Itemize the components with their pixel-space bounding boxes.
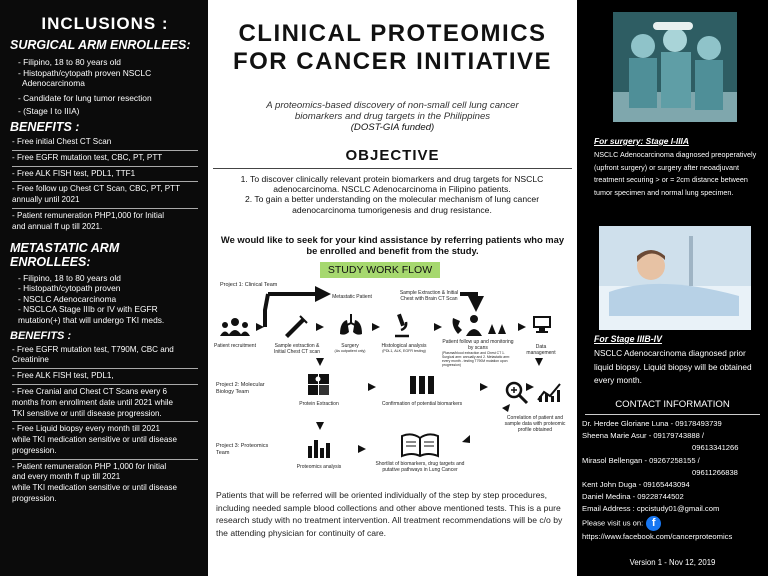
stage4-heading: For Stage IIIB-IV bbox=[594, 334, 662, 344]
contact-item: Kent John Duga - 09165443094 bbox=[582, 480, 690, 490]
contact-title: CONTACT INFORMATION bbox=[615, 399, 730, 410]
data-management-label: Data management bbox=[526, 344, 556, 356]
orientation-note: Patients that will be referred will be oriented individually of the step by step procedures, including needed sample blood collections and other above mentioned tests. This is a pure research study with no treatment intervention. All treatment recommendations will be c/o by the attending physician for continuity of care. bbox=[216, 490, 563, 538]
surgical-benefits-title: BENEFITS : bbox=[10, 119, 80, 134]
patient-bed-icon bbox=[599, 226, 751, 330]
surgical-arm-title: SURGICAL ARM ENROLLEES: bbox=[10, 38, 191, 52]
benefit-item: - Patient remuneration PHP1,000 for Initial bbox=[12, 210, 165, 220]
version-label: Version 1 - Nov 12, 2019 bbox=[629, 558, 716, 567]
objective-item: 2. To gain a better understanding on the molecular mechanism of lung cancer adenocarcinoma tumorigenesis and drug resistance. bbox=[244, 194, 540, 215]
surgical-item: - Histopath/cytopath proven NSCLC bbox=[18, 67, 152, 78]
benefit-item: - Free ALK FISH test, PDL1, bbox=[12, 371, 114, 381]
metastatic-item: - Filipino, 18 to 80 years old bbox=[18, 272, 121, 283]
benefit-item: - Free EGFR mutation test, T790M, CBC and bbox=[12, 344, 174, 354]
follow-up-title: Patient follow up and monitoring by scans bbox=[442, 339, 514, 351]
syringe-icon bbox=[282, 314, 308, 338]
protein-extraction-label: Protein Extraction bbox=[299, 401, 339, 407]
metastatic-patient-label: Metastatic Patient bbox=[332, 294, 372, 300]
benefit-item: - Patient remuneration PHP 1,000 for Initial bbox=[12, 461, 167, 471]
contact-item: 09611266838 bbox=[692, 467, 738, 477]
metastatic-arm-title: METASTATIC ARM ENROLLEES: bbox=[10, 240, 120, 269]
metastatic-item: - Histopath/cytopath proven bbox=[18, 283, 121, 294]
metastatic-item: - NSCLCA Stage IIIb or IV with EGFR bbox=[18, 304, 158, 315]
inclusions-title: INCLUSIONS : bbox=[41, 14, 169, 33]
proteomics-analysis-label: Proteomics analysis bbox=[296, 464, 342, 470]
benefit-item: progression. bbox=[12, 494, 57, 504]
title-line: CLINICAL PROTEOMICS bbox=[238, 20, 547, 47]
title-line: FOR CANCER INITIATIVE bbox=[232, 48, 553, 75]
surgical-item: - Candidate for lung tumor resection bbox=[18, 92, 152, 103]
surgery-title: Surgery bbox=[341, 343, 359, 349]
histological-title: Histological analysis bbox=[381, 343, 427, 349]
contact-item: Daniel Medina - 09228744502 bbox=[582, 492, 684, 502]
follow-up-notes: (Plasma/blood extraction and Chest CT 1. Surgical arm: annually and 2. Metastatic arm: every month - testing T790M mutation upon progression) bbox=[442, 351, 511, 367]
benefit-item: while TKI medication sensitive or until disease bbox=[12, 435, 177, 445]
visit-us-row bbox=[582, 516, 768, 531]
follow-up-label bbox=[442, 339, 514, 367]
benefit-item: - Free Cranial and Chest CT Scans every 6 bbox=[12, 386, 168, 396]
benefit-item: and every month ff up till 2021 bbox=[12, 472, 121, 482]
lungs-icon bbox=[338, 312, 364, 338]
shortlist-label: Shortlist of biomarkers, drug targets and putative pathways in Lung Cancer bbox=[375, 461, 465, 473]
surgery-note: (As outpatient only) bbox=[334, 349, 366, 353]
surgery-stage-text: NSCLC Adenocarcinoma diagnosed preoperatively (upfront surgery) or surgery after neoadjuvant treatment securing > or = 2cm distance between tumor specimen and normal lung specimen. bbox=[594, 150, 757, 197]
divider bbox=[585, 414, 760, 415]
page-title bbox=[208, 20, 577, 76]
confirmation-label: Confirmation of potential biomarkers bbox=[381, 401, 463, 407]
project2-label: Project 2: Molecular Biology Team bbox=[216, 382, 265, 395]
benefit-item: TKI sensitive or until disease progression. bbox=[12, 408, 162, 418]
histological-note: (PDL1, ALK, EGFR testing) bbox=[382, 349, 426, 353]
patient-photo bbox=[599, 226, 751, 330]
surgical-item: - Filipino, 18 to 80 years old bbox=[18, 57, 121, 67]
subtitle-line: biomarkers and drug targets in the Philippines bbox=[294, 111, 491, 122]
benefit-item: annually until 2021 bbox=[12, 195, 80, 205]
study-work-flow-diagram bbox=[208, 280, 577, 485]
magnifier-icon bbox=[504, 380, 530, 406]
funding-note: (DOST-GIA funded) bbox=[350, 122, 435, 133]
benefit-item: - Free EGFR mutation test, CBC, PT, PTT bbox=[12, 152, 163, 162]
project1-label: Project 1: Clinical Team bbox=[220, 282, 278, 288]
benefit-item: progression. bbox=[12, 445, 57, 455]
sample-extraction-top-label: Sample Extraction & Initial Chest with Brain CT Scan bbox=[399, 290, 459, 302]
sample-extraction-label: Sample extraction & Initial Chest CT scan bbox=[273, 343, 321, 355]
surgery-scene-icon bbox=[613, 12, 737, 122]
benefit-item: Creatinine bbox=[12, 355, 49, 365]
benefit-item: months from enrollment date until 2021 while bbox=[12, 397, 174, 407]
inclusions-panel bbox=[0, 0, 208, 576]
surgical-item: Adenocarcinoma bbox=[22, 78, 85, 89]
benefit-item: - Free initial Chest CT Scan bbox=[12, 136, 112, 146]
puzzle-icon bbox=[304, 370, 332, 398]
contact-item: Dr. Herdee Gloriane Luna - 09178493739 bbox=[582, 419, 722, 428]
contact-item: Sheena Marie Asur - 09179743888 / bbox=[582, 431, 705, 441]
email-address[interactable]: Email Address : cpcistudy01@gmail.com bbox=[582, 504, 720, 514]
objective-title: OBJECTIVE bbox=[345, 147, 440, 164]
book-icon bbox=[400, 432, 440, 458]
subtitle-line: A proteomics-based discovery of non-small cell lung cancer bbox=[266, 100, 519, 111]
divider bbox=[213, 168, 572, 169]
facebook-link[interactable]: https://www.facebook.com/cancerproteomics bbox=[582, 531, 733, 541]
project3-label: Project 3: Proteomics Team bbox=[216, 443, 269, 456]
main-panel bbox=[208, 0, 577, 576]
surgery-photo bbox=[613, 12, 737, 122]
correlation-label: Correlation of patient and sample data with proteomic profile obtained bbox=[504, 415, 566, 433]
metastatic-item: mutation(+) that will undergo TKI meds. bbox=[18, 314, 165, 325]
contact-item: 09613341266 bbox=[692, 443, 739, 453]
stage4-text: NSCLC Adenocarcinoma diagnosed prior liquid biopsy. Liquid biopsy will be obtained every month. bbox=[594, 348, 752, 386]
info-panel bbox=[577, 0, 768, 576]
benefit-item: - Free follow up Chest CT Scan, CBC, PT, PTT bbox=[12, 184, 181, 194]
visit-us-label: Please visit us on: bbox=[582, 518, 644, 528]
study-work-flow-label: STUDY WORK FLOW bbox=[320, 262, 440, 278]
contact-list bbox=[582, 418, 768, 543]
microscope-icon bbox=[391, 312, 413, 338]
surgery-stage-heading: For surgery: Stage I-IIIA bbox=[594, 136, 689, 146]
contact-item: Mirasol Bellengan - 09267258155 / bbox=[582, 455, 700, 465]
patient-recruitment-label: Patient recruitment bbox=[214, 343, 256, 349]
people-icon bbox=[220, 316, 250, 338]
subtitle bbox=[218, 100, 567, 133]
benefit-item: while TKI medication sensitive or until disease bbox=[12, 483, 177, 493]
flask-icon bbox=[408, 374, 436, 396]
facebook-icon[interactable]: f bbox=[646, 516, 661, 531]
benefit-item: - Free Liquid biopsy every month till 2021 bbox=[12, 424, 161, 434]
benefit-item: - Free ALK FISH test, PDL1, TTF1 bbox=[12, 168, 136, 178]
objectives-list bbox=[222, 174, 562, 215]
bar-chart-icon bbox=[306, 436, 332, 460]
growth-chart-icon bbox=[536, 380, 564, 404]
benefit-item: and annual ff up till 2021. bbox=[12, 221, 103, 231]
monitoring-icons bbox=[450, 312, 508, 338]
metastatic-benefits-title: BENEFITS : bbox=[10, 329, 72, 342]
metastatic-item: - NSCLC Adenocarcinoma bbox=[18, 293, 117, 304]
objective-item: 1. To discover clinically relevant protein biomarkers and drug targets for NSCLC adenocarcinoma. NSCLC Adenocarcinoma in Filipino patients. bbox=[240, 174, 544, 195]
referral-appeal: We would like to seek for your kind assistance by referring patients who may be enrolled and benefit from the study. bbox=[220, 234, 565, 257]
surgery-label bbox=[332, 343, 368, 353]
surgical-item: - (Stage I to IIIA) bbox=[18, 106, 80, 117]
histological-label bbox=[376, 343, 432, 353]
computer-icon bbox=[531, 314, 553, 334]
